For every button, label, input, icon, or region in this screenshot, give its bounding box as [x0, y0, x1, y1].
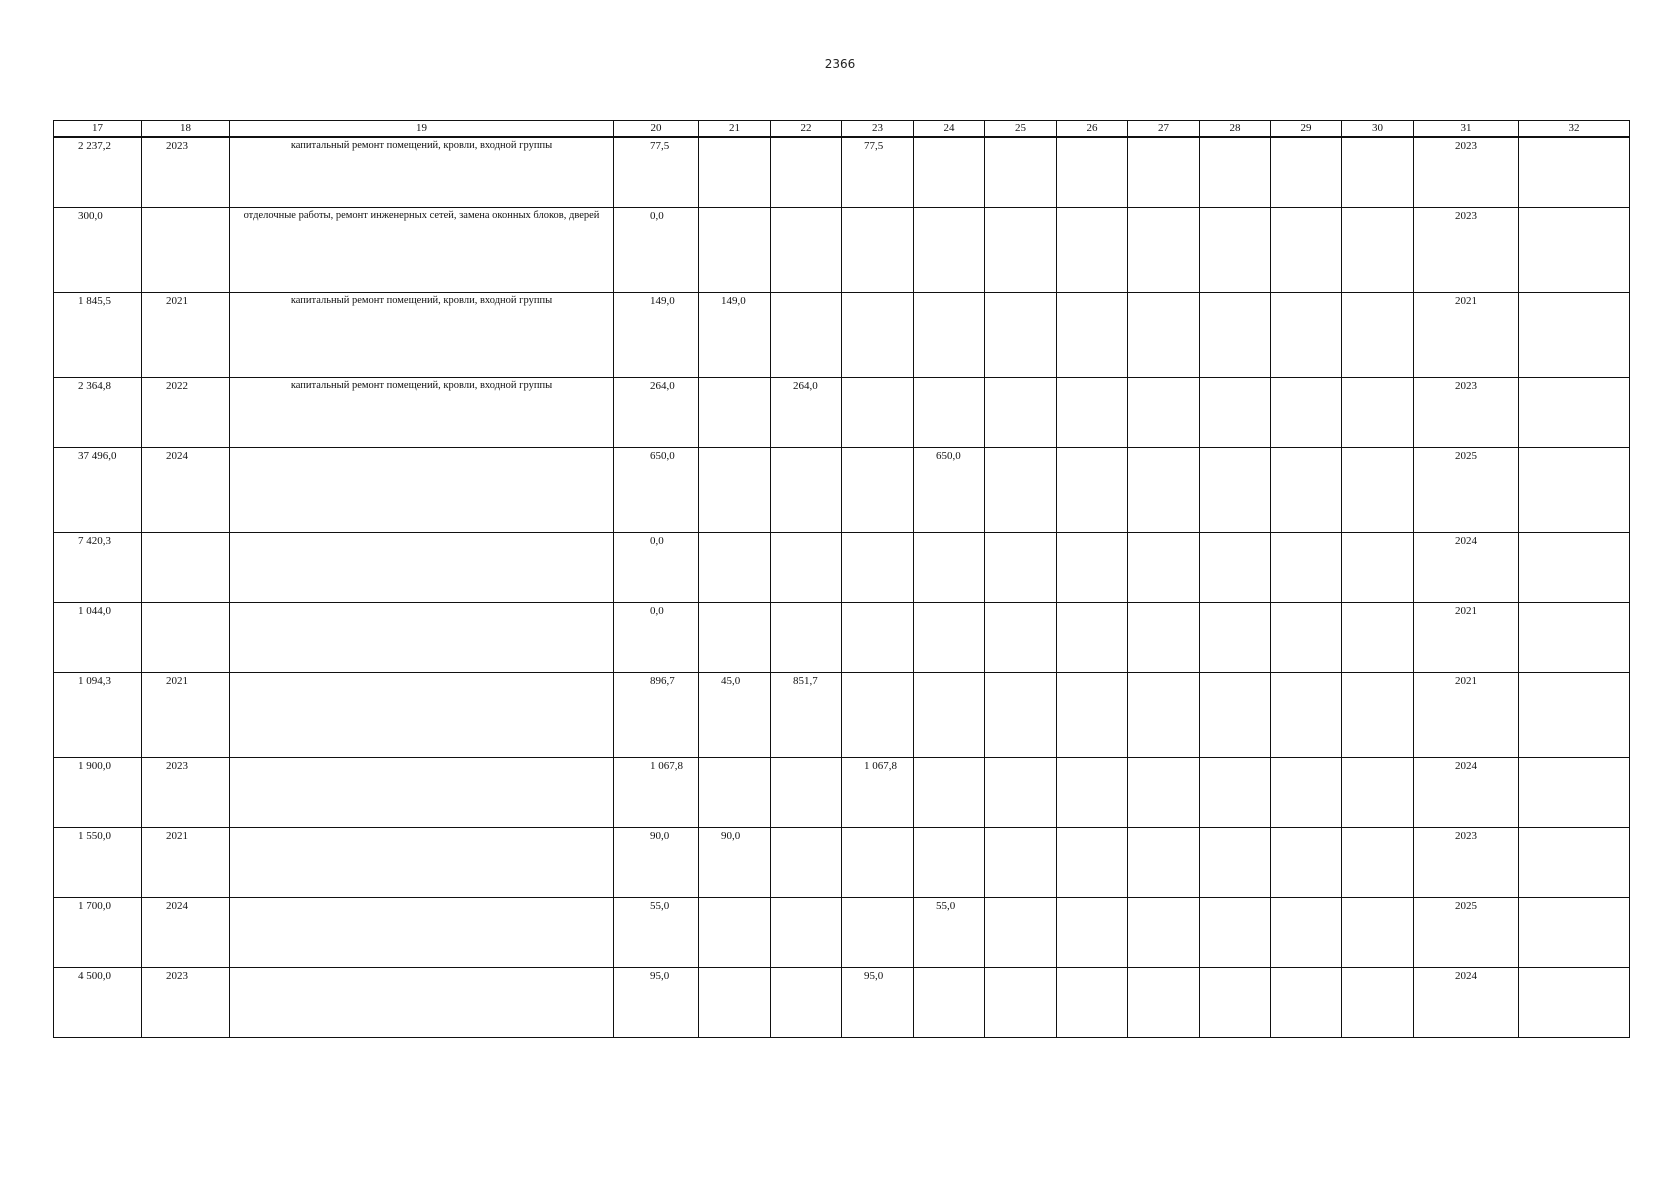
- table-cell-28: [1200, 602, 1271, 672]
- table-cell-17: 2 237,2: [54, 137, 142, 207]
- table-cell-27: [1128, 207, 1200, 292]
- table-cell-32: [1519, 827, 1630, 897]
- table-cell-19: отделочные работы, ремонт инженерных сетей, замена оконных блоков, дверей: [230, 207, 614, 292]
- page-number: 2366: [824, 57, 856, 71]
- table-cell-30: [1342, 207, 1414, 292]
- table-cell-19: [230, 602, 614, 672]
- table-cell-26: [1057, 207, 1128, 292]
- table-cell-27: [1128, 532, 1200, 602]
- table-cell-26: [1057, 827, 1128, 897]
- table-cell-28: [1200, 897, 1271, 967]
- table-cell-17: 37 496,0: [54, 447, 142, 532]
- table-cell-30: [1342, 757, 1414, 827]
- table-cell-26: [1057, 672, 1128, 757]
- column-header-19: 19: [230, 121, 614, 138]
- table-cell-24: [914, 292, 985, 377]
- table-cell-32: [1519, 137, 1630, 207]
- table-cell-17: 4 500,0: [54, 967, 142, 1037]
- column-header-23: 23: [842, 121, 914, 138]
- table-cell-17: 2 364,8: [54, 377, 142, 447]
- table-cell-31: 2024: [1414, 532, 1519, 602]
- table-cell-30: [1342, 672, 1414, 757]
- table-cell-21: 45,0: [699, 672, 771, 757]
- column-header-20: 20: [614, 121, 699, 138]
- data-table: [53, 120, 1630, 1038]
- table-cell-17: 1 044,0: [54, 602, 142, 672]
- table-cell-28: [1200, 967, 1271, 1037]
- column-header-18: 18: [142, 121, 230, 138]
- table-cell-30: [1342, 967, 1414, 1037]
- table-cell-28: [1200, 757, 1271, 827]
- table-cell-22: [771, 207, 842, 292]
- table-cell-23: [842, 897, 914, 967]
- table-cell-32: [1519, 377, 1630, 447]
- table-cell-22: [771, 757, 842, 827]
- table-cell-27: [1128, 672, 1200, 757]
- table-cell-20: 0,0: [614, 207, 699, 292]
- table-cell-20: 1 067,8: [614, 757, 699, 827]
- table-cell-29: [1271, 207, 1342, 292]
- table-cell-24: [914, 967, 985, 1037]
- table-cell-26: [1057, 532, 1128, 602]
- table-cell-19: капитальный ремонт помещений, кровли, входной группы: [230, 137, 614, 207]
- table-cell-24: [914, 827, 985, 897]
- table-cell-23: [842, 827, 914, 897]
- table-cell-24: [914, 137, 985, 207]
- table-cell-23: [842, 602, 914, 672]
- table-row: [54, 137, 1630, 207]
- table-cell-24: [914, 757, 985, 827]
- table-cell-19: [230, 672, 614, 757]
- table-cell-25: [985, 532, 1057, 602]
- table-cell-17: 1 900,0: [54, 757, 142, 827]
- table-cell-22: [771, 897, 842, 967]
- table-cell-29: [1271, 897, 1342, 967]
- table-cell-28: [1200, 377, 1271, 447]
- table-cell-18: 2024: [142, 447, 230, 532]
- table-cell-24: [914, 672, 985, 757]
- table-cell-23: [842, 532, 914, 602]
- table-cell-30: [1342, 377, 1414, 447]
- table-cell-26: [1057, 757, 1128, 827]
- table-cell-23: [842, 672, 914, 757]
- table-cell-22: [771, 447, 842, 532]
- table-cell-30: [1342, 292, 1414, 377]
- table-cell-23: 77,5: [842, 137, 914, 207]
- table-cell-31: 2025: [1414, 897, 1519, 967]
- table-row: [54, 967, 1630, 1037]
- table-cell-22: 851,7: [771, 672, 842, 757]
- table-cell-29: [1271, 672, 1342, 757]
- table-cell-25: [985, 447, 1057, 532]
- table-cell-19: [230, 532, 614, 602]
- table-cell-31: 2023: [1414, 827, 1519, 897]
- table-cell-30: [1342, 897, 1414, 967]
- table-row: [54, 672, 1630, 757]
- table-cell-29: [1271, 757, 1342, 827]
- table-row: [54, 602, 1630, 672]
- table-cell-24: 650,0: [914, 447, 985, 532]
- table-cell-21: [699, 967, 771, 1037]
- table-cell-32: [1519, 292, 1630, 377]
- table-cell-18: 2023: [142, 967, 230, 1037]
- table-cell-20: 0,0: [614, 602, 699, 672]
- table-cell-20: 896,7: [614, 672, 699, 757]
- table-cell-17: 7 420,3: [54, 532, 142, 602]
- table-cell-32: [1519, 447, 1630, 532]
- table-cell-29: [1271, 967, 1342, 1037]
- table-cell-20: 95,0: [614, 967, 699, 1037]
- table-cell-17: 1 094,3: [54, 672, 142, 757]
- header-row: [54, 121, 1630, 138]
- table-cell-32: [1519, 757, 1630, 827]
- table-cell-25: [985, 602, 1057, 672]
- table-cell-32: [1519, 672, 1630, 757]
- table-cell-24: [914, 602, 985, 672]
- table-cell-19: капитальный ремонт помещений, кровли, входной группы: [230, 377, 614, 447]
- table-cell-25: [985, 672, 1057, 757]
- table-cell-20: 264,0: [614, 377, 699, 447]
- column-header-25: 25: [985, 121, 1057, 138]
- table-cell-27: [1128, 602, 1200, 672]
- table-cell-31: 2023: [1414, 137, 1519, 207]
- table-cell-29: [1271, 292, 1342, 377]
- table-row: [54, 532, 1630, 602]
- table-cell-25: [985, 967, 1057, 1037]
- table-cell-29: [1271, 447, 1342, 532]
- table-cell-25: [985, 137, 1057, 207]
- table-cell-30: [1342, 827, 1414, 897]
- table-cell-19: [230, 447, 614, 532]
- table-cell-18: 2024: [142, 897, 230, 967]
- table-cell-25: [985, 827, 1057, 897]
- table-cell-20: 0,0: [614, 532, 699, 602]
- table-cell-24: 55,0: [914, 897, 985, 967]
- table-cell-27: [1128, 967, 1200, 1037]
- table-cell-29: [1271, 602, 1342, 672]
- table-cell-21: [699, 137, 771, 207]
- column-header-21: 21: [699, 121, 771, 138]
- table-cell-21: [699, 377, 771, 447]
- table-cell-23: [842, 207, 914, 292]
- table-cell-21: 90,0: [699, 827, 771, 897]
- table-cell-20: 650,0: [614, 447, 699, 532]
- table-cell-30: [1342, 137, 1414, 207]
- table-cell-18: 2021: [142, 292, 230, 377]
- table-cell-31: 2025: [1414, 447, 1519, 532]
- table-cell-25: [985, 757, 1057, 827]
- table-cell-20: 149,0: [614, 292, 699, 377]
- table-cell-19: [230, 757, 614, 827]
- table-cell-29: [1271, 532, 1342, 602]
- table-cell-21: [699, 897, 771, 967]
- table-cell-23: [842, 292, 914, 377]
- table-cell-31: 2024: [1414, 967, 1519, 1037]
- table-cell-17: 1 550,0: [54, 827, 142, 897]
- table-cell-26: [1057, 897, 1128, 967]
- column-header-32: 32: [1519, 121, 1630, 138]
- table-cell-28: [1200, 292, 1271, 377]
- table-row: [54, 207, 1630, 292]
- table-cell-32: [1519, 207, 1630, 292]
- table-cell-24: [914, 207, 985, 292]
- table-cell-22: 264,0: [771, 377, 842, 447]
- table-cell-22: [771, 137, 842, 207]
- table-cell-22: [771, 292, 842, 377]
- table-cell-18: [142, 602, 230, 672]
- column-header-24: 24: [914, 121, 985, 138]
- table-cell-23: [842, 447, 914, 532]
- table-cell-27: [1128, 757, 1200, 827]
- table-cell-18: [142, 207, 230, 292]
- table-cell-20: 90,0: [614, 827, 699, 897]
- table-row: [54, 897, 1630, 967]
- table-cell-31: 2023: [1414, 377, 1519, 447]
- table-cell-21: [699, 532, 771, 602]
- table-cell-30: [1342, 532, 1414, 602]
- table-cell-21: [699, 602, 771, 672]
- table-cell-27: [1128, 292, 1200, 377]
- table-cell-18: 2021: [142, 827, 230, 897]
- column-header-22: 22: [771, 121, 842, 138]
- table-cell-26: [1057, 292, 1128, 377]
- table-cell-27: [1128, 377, 1200, 447]
- table-cell-19: капитальный ремонт помещений, кровли, входной группы: [230, 292, 614, 377]
- table-cell-29: [1271, 137, 1342, 207]
- column-header-27: 27: [1128, 121, 1200, 138]
- table-cell-28: [1200, 532, 1271, 602]
- column-header-29: 29: [1271, 121, 1342, 138]
- column-header-26: 26: [1057, 121, 1128, 138]
- table-cell-22: [771, 532, 842, 602]
- table-cell-26: [1057, 967, 1128, 1037]
- table-cell-18: 2021: [142, 672, 230, 757]
- table-cell-28: [1200, 207, 1271, 292]
- table-cell-22: [771, 827, 842, 897]
- table-cell-22: [771, 602, 842, 672]
- table-cell-32: [1519, 897, 1630, 967]
- table-cell-31: 2021: [1414, 672, 1519, 757]
- table-cell-24: [914, 377, 985, 447]
- table-row: [54, 447, 1630, 532]
- table-cell-25: [985, 292, 1057, 377]
- table-cell-26: [1057, 137, 1128, 207]
- table-row: [54, 377, 1630, 447]
- table-cell-23: [842, 377, 914, 447]
- table-cell-21: [699, 207, 771, 292]
- table-cell-21: [699, 757, 771, 827]
- table-cell-28: [1200, 137, 1271, 207]
- table-cell-23: 95,0: [842, 967, 914, 1037]
- table-cell-26: [1057, 447, 1128, 532]
- table-cell-17: 1 700,0: [54, 897, 142, 967]
- table-cell-21: [699, 447, 771, 532]
- table-cell-31: 2021: [1414, 602, 1519, 672]
- table-cell-30: [1342, 602, 1414, 672]
- table-cell-19: [230, 897, 614, 967]
- table-row: [54, 757, 1630, 827]
- table-cell-18: [142, 532, 230, 602]
- column-header-30: 30: [1342, 121, 1414, 138]
- table-cell-17: 300,0: [54, 207, 142, 292]
- table-cell-28: [1200, 827, 1271, 897]
- table-cell-20: 77,5: [614, 137, 699, 207]
- table-cell-20: 55,0: [614, 897, 699, 967]
- table-cell-28: [1200, 672, 1271, 757]
- table-cell-25: [985, 207, 1057, 292]
- table-cell-28: [1200, 447, 1271, 532]
- table-cell-23: 1 067,8: [842, 757, 914, 827]
- table-cell-19: [230, 967, 614, 1037]
- table-cell-26: [1057, 602, 1128, 672]
- table-cell-32: [1519, 967, 1630, 1037]
- table-cell-31: 2023: [1414, 207, 1519, 292]
- table-cell-27: [1128, 897, 1200, 967]
- table-cell-18: 2022: [142, 377, 230, 447]
- column-header-31: 31: [1414, 121, 1519, 138]
- table-cell-32: [1519, 532, 1630, 602]
- table-cell-31: 2021: [1414, 292, 1519, 377]
- table-row: [54, 827, 1630, 897]
- column-header-17: 17: [54, 121, 142, 138]
- column-header-28: 28: [1200, 121, 1271, 138]
- table-cell-27: [1128, 137, 1200, 207]
- table-cell-32: [1519, 602, 1630, 672]
- table-cell-26: [1057, 377, 1128, 447]
- table-cell-29: [1271, 377, 1342, 447]
- table-cell-21: 149,0: [699, 292, 771, 377]
- table-cell-24: [914, 532, 985, 602]
- table-cell-27: [1128, 827, 1200, 897]
- table-cell-31: 2024: [1414, 757, 1519, 827]
- table-cell-19: [230, 827, 614, 897]
- table-cell-17: 1 845,5: [54, 292, 142, 377]
- table-cell-22: [771, 967, 842, 1037]
- table-cell-30: [1342, 447, 1414, 532]
- table-cell-29: [1271, 827, 1342, 897]
- table-cell-25: [985, 377, 1057, 447]
- table-row: [54, 292, 1630, 377]
- table-cell-25: [985, 897, 1057, 967]
- table-cell-18: 2023: [142, 137, 230, 207]
- table-cell-27: [1128, 447, 1200, 532]
- table-cell-18: 2023: [142, 757, 230, 827]
